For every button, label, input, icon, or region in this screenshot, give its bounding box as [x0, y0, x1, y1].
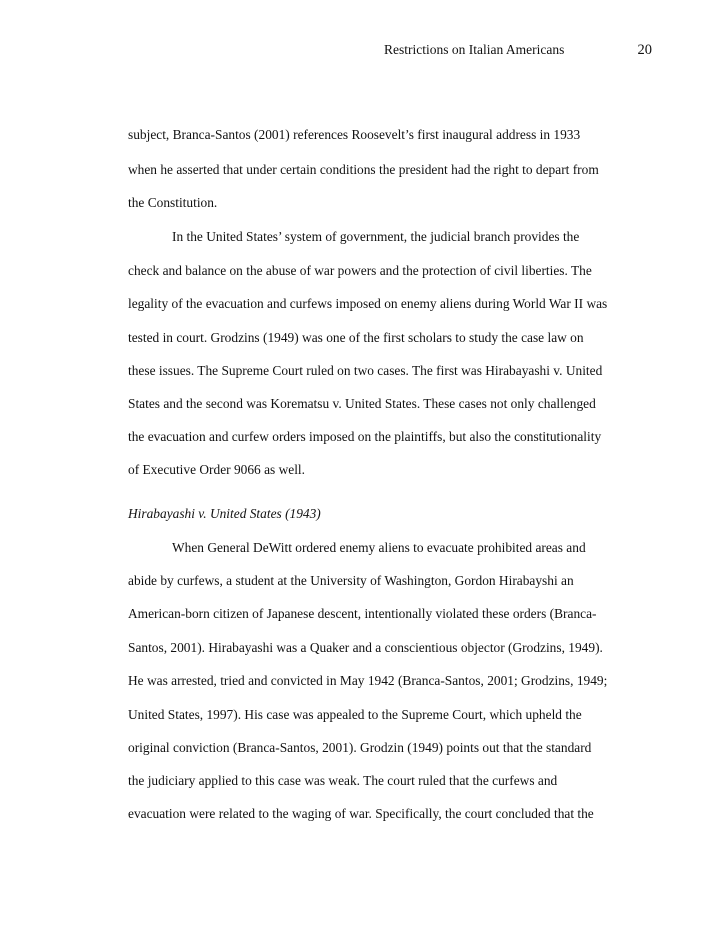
body-line: States and the second was Korematsu v. United States. These cases not only challenged: [128, 396, 596, 411]
body-line: Santos, 2001). Hirabayashi was a Quaker and a conscientious objector (Grodzins, 1949).: [128, 640, 603, 655]
body-line: American-born citizen of Japanese descent, intentionally violated these orders (Branca-: [128, 606, 597, 621]
body-line: abide by curfews, a student at the University of Washington, Gordon Hirabayshi an: [128, 573, 574, 588]
paragraph-first-line: When General DeWitt ordered enemy aliens to evacuate prohibited areas and: [172, 540, 586, 555]
body-line: when he asserted that under certain conditions the president had the right to depart from: [128, 162, 599, 177]
body-line: original conviction (Branca-Santos, 2001). Grodzin (1949) points out that the standard: [128, 740, 592, 755]
page-number: 20: [637, 42, 652, 58]
paragraph-first-line: In the United States’ system of government, the judicial branch provides the: [172, 229, 580, 244]
body-line: the evacuation and curfew orders imposed on the plaintiffs, but also the constitutionality: [128, 429, 602, 444]
body-line: subject, Branca-Santos (2001) references Roosevelt’s first inaugural address in 1933: [128, 127, 581, 142]
body-line: the judiciary applied to this case was weak. The court ruled that the curfews and: [128, 773, 558, 788]
section-heading: Hirabayashi v. United States (1943): [128, 506, 321, 521]
body-line: tested in court. Grodzins (1949) was one of the first scholars to study the case law on: [128, 330, 584, 345]
running-head: [300, 40, 652, 60]
body-line: these issues. The Supreme Court ruled on two cases. The first was Hirabayashi v. United: [128, 363, 603, 378]
body-line: legality of the evacuation and curfews imposed on enemy aliens during World War II was: [128, 296, 608, 311]
body-line: check and balance on the abuse of war powers and the protection of civil liberties. The: [128, 263, 592, 278]
body-line: United States, 1997). His case was appealed to the Supreme Court, which upheld the: [128, 707, 582, 722]
body-line: the Constitution.: [128, 195, 218, 210]
body-line: evacuation were related to the waging of war. Specifically, the court concluded that the: [128, 806, 594, 821]
body-line: of Executive Order 9066 as well.: [128, 462, 305, 477]
body-line: He was arrested, tried and convicted in May 1942 (Branca-Santos, 2001; Grodzins, 1949;: [128, 673, 608, 688]
running-title: Restrictions on Italian Americans: [384, 42, 565, 57]
